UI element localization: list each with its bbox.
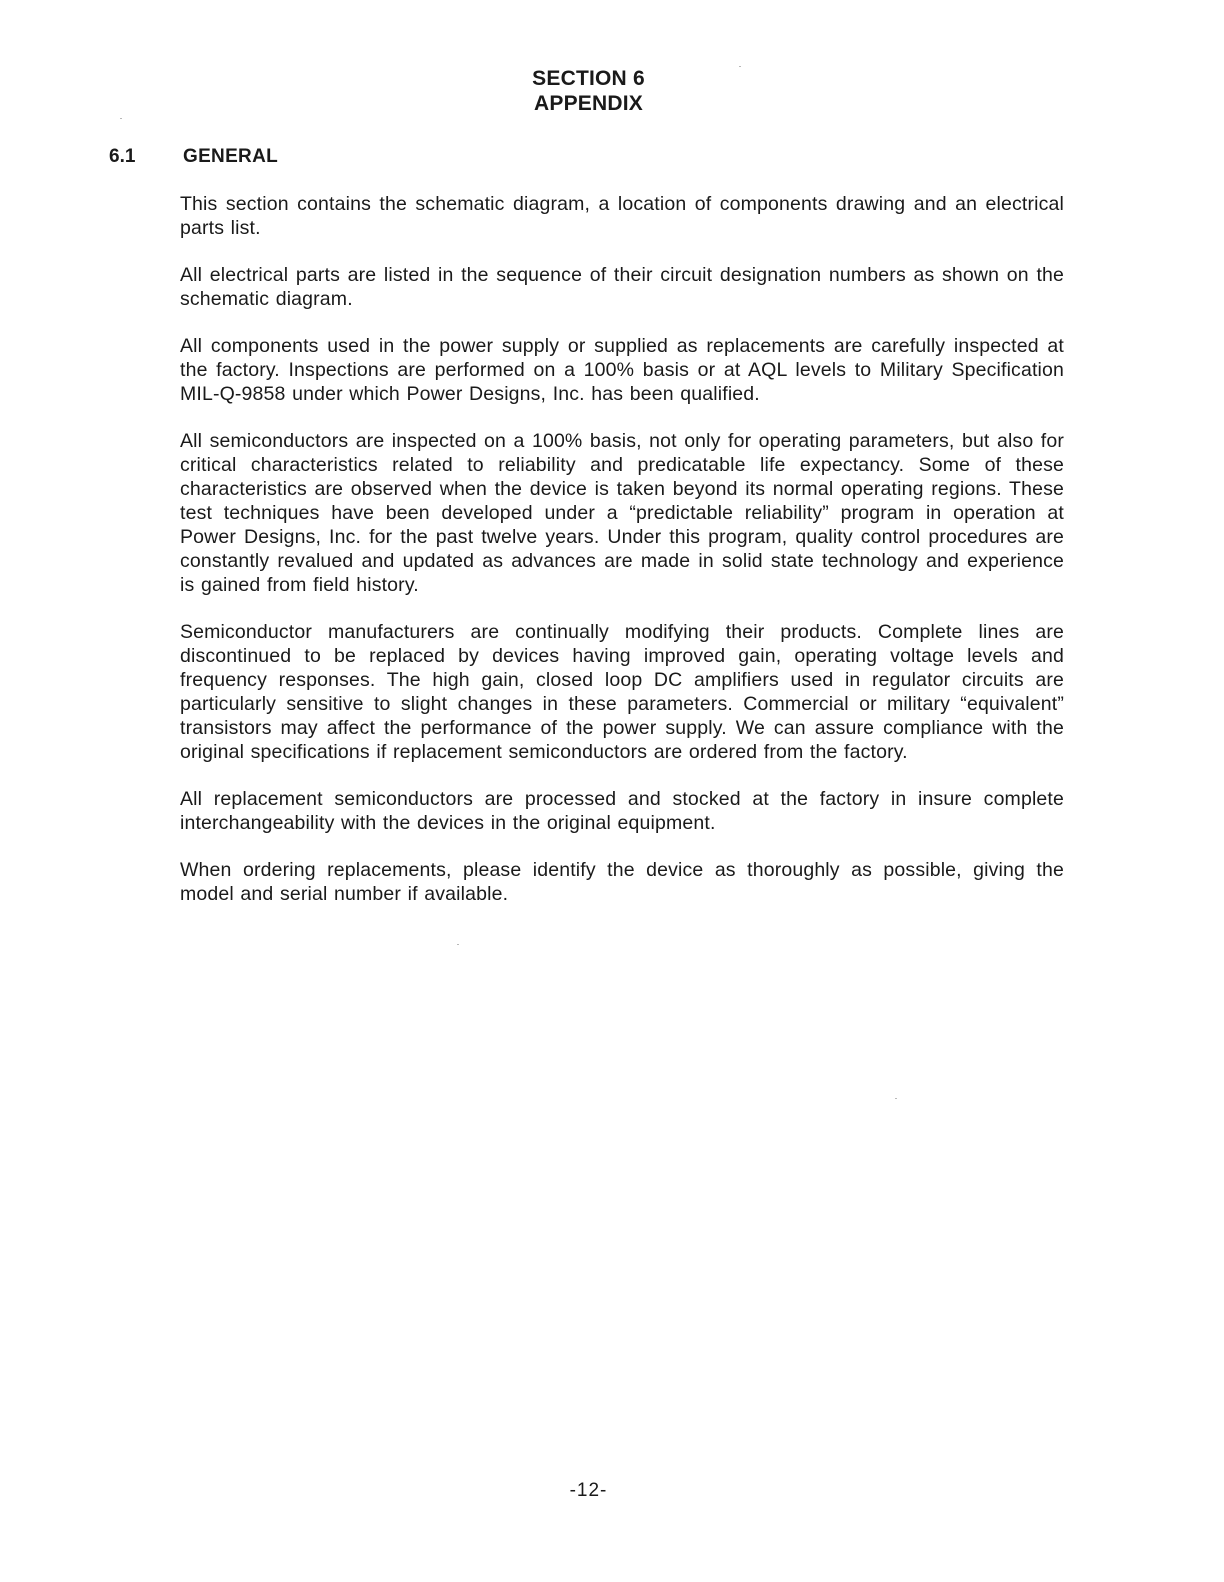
scan-speck: [457, 944, 459, 945]
paragraph-ordering: When ordering replacements, please identify the device as thoroughly as possible, giving the model and serial number if available.: [180, 859, 1064, 905]
paragraph-inspection: All components used in the power supply or supplied as replacements are carefully inspected at the factory. Inspections are performed on a 100% basis or at AQL levels to Military Specification MIL-Q-9858 under which Power Designs, Inc. has been qualified.: [180, 335, 1064, 405]
paragraph-intro: This section contains the schematic diagram, a location of components drawing and an electrical parts list.: [180, 193, 1064, 239]
body-text: [180, 192, 1064, 929]
paragraph-replacements-stocked: All replacement semiconductors are processed and stocked at the factory in insure complete interchangeability with the devices in the original equipment.: [180, 788, 1064, 834]
section-title: SECTION 6: [532, 67, 645, 90]
section-subtitle: APPENDIX: [534, 92, 643, 115]
paragraph-manufacturers: Semiconductor manufacturers are continually modifying their products. Complete lines are discontinued to be replaced by devices having improved gain, operating voltage levels and frequency responses. The high gain, closed loop DC amplifiers used in regulator circuits are particularly sensitive to slight changes in these parameters. Commercial or military “equivalent” transistors may affect the performance of the power supply. We can assure compliance with the original specifications if replacement semiconductors are ordered from the factory.: [180, 621, 1064, 763]
paragraph-parts-sequence: All electrical parts are listed in the sequence of their circuit designation numbers as shown on the schematic diagram.: [180, 264, 1064, 310]
page-number: -12-: [569, 1480, 608, 1501]
scan-speck: [120, 118, 122, 119]
paragraph-semiconductors: All semiconductors are inspected on a 100% basis, not only for operating parameters, but also for critical characteristics related to reliability and predicatable life expectancy. Some of these characteristics are observed when the device is taken beyond its normal operating regions. These test techniques have been developed under a “predictable reliability” program in operation at Power Designs, Inc. for the past twelve years. Under this program, quality control procedures are constantly revalued and updated as advances are made in solid state technology and experience is gained from field history.: [180, 430, 1064, 596]
subsection-number: 6.1: [109, 146, 136, 167]
scan-speck: [739, 66, 741, 67]
subsection-title: GENERAL: [183, 146, 278, 167]
scan-speck: [895, 1098, 897, 1099]
section-title-block: [0, 66, 1177, 116]
